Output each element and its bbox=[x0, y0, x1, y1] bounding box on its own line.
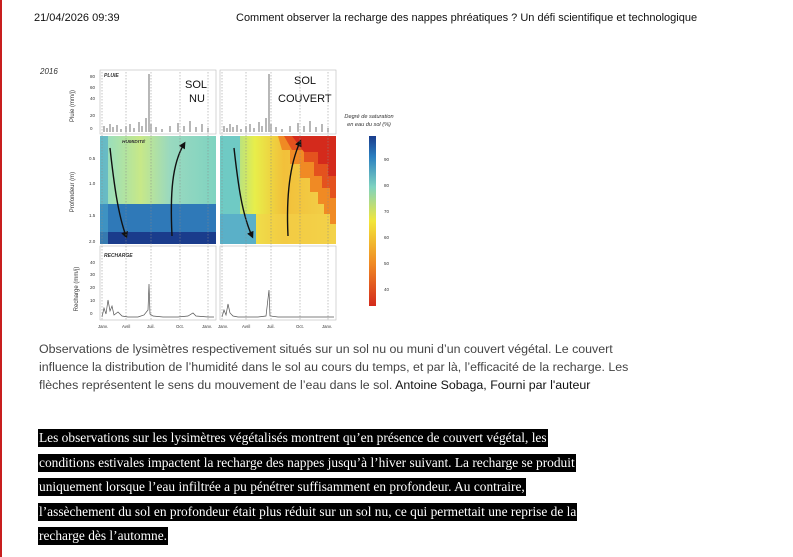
legend-tick: 70 bbox=[384, 209, 390, 214]
pluie-tick: 20 bbox=[90, 113, 96, 118]
recharge-tick: 30 bbox=[90, 272, 96, 277]
article-paragraph bbox=[38, 426, 638, 549]
legend-title-2: en eau du sol (%) bbox=[347, 122, 391, 128]
month-tick: Oct. bbox=[176, 324, 184, 329]
month-tick: Juil. bbox=[267, 324, 275, 329]
paragraph-line: recharge dès l’automne. bbox=[39, 528, 168, 543]
paragraph-line: l’assèchement du sol en profondeur était plus réduit sur un sol nu, ce qui permettait une reprise de la bbox=[39, 503, 577, 519]
ylabel-profondeur: Profondeur (m) bbox=[70, 171, 76, 213]
month-tick: Janv. bbox=[98, 324, 108, 329]
recharge-tick: 10 bbox=[90, 298, 96, 303]
legend-tick: 80 bbox=[384, 183, 390, 188]
recharge-tick: 0 bbox=[90, 311, 93, 316]
depth-tick: 0.5 bbox=[89, 156, 96, 161]
panel-left-title-2: NU bbox=[189, 93, 205, 105]
figure-caption bbox=[39, 340, 639, 394]
month-tick: Avril bbox=[242, 324, 251, 329]
panel-sol-couvert bbox=[218, 70, 336, 329]
pluie-tick: 0 bbox=[90, 126, 93, 131]
paragraph-line: conditions estivales impactent la recharge des nappes jusqu’à l’hiver suivant. La recharge se produit bbox=[39, 454, 575, 470]
ylabel-pluie: Pluie (mm/j) bbox=[70, 89, 76, 123]
label-pluie-left: PLUIE bbox=[104, 73, 119, 79]
recharge-tick: 20 bbox=[90, 285, 96, 290]
legend-ticks bbox=[384, 157, 390, 292]
paragraph-line: Les observations sur les lysimètres végétalisés montrent qu’en présence de couvert végétal, les bbox=[39, 430, 547, 445]
left-border-rule bbox=[0, 0, 2, 557]
panel-left-title-1: SOL bbox=[185, 79, 208, 91]
depth-tick: 2.0 bbox=[89, 239, 96, 244]
print-page-title: Comment observer la recharge des nappes phréatiques ? Un défi scientifique et technologique bbox=[236, 12, 698, 24]
depth-tick: 1.5 bbox=[89, 213, 96, 218]
saturation-legend bbox=[344, 114, 393, 306]
month-ticks-left bbox=[98, 324, 212, 329]
legend-tick: 40 bbox=[384, 287, 390, 292]
caption-text: Observations de lysimètres respectivement situés sur un sol nu ou muni d’un couvert végétal. Le couvert influence la distribution de l’humidité dans le sol au cours du temps, et par là, l’efficacité de la recharge. Les flèches représentent le sens du mouvement de l’eau dans le sol. bbox=[39, 342, 629, 392]
recharge-ticks bbox=[90, 260, 96, 316]
pluie-tick: 80 bbox=[90, 74, 96, 79]
legend-colorbar bbox=[369, 136, 376, 306]
panel-sol-nu bbox=[98, 70, 216, 329]
month-ticks-right bbox=[218, 324, 332, 329]
pluie-tick: 60 bbox=[90, 85, 96, 90]
panel-right-title-1: SOL bbox=[294, 75, 317, 87]
print-date: 21/04/2026 09:39 bbox=[34, 12, 120, 24]
depth-ticks bbox=[89, 156, 96, 244]
caption-credit: Antoine Sobaga, Fourni par l'auteur bbox=[395, 378, 591, 392]
pluie-ticks bbox=[90, 74, 96, 131]
legend-tick: 60 bbox=[384, 235, 390, 240]
month-tick: Oct. bbox=[296, 324, 304, 329]
legend-tick: 90 bbox=[384, 157, 390, 162]
month-tick: Juil. bbox=[147, 324, 155, 329]
depth-tick: 1.0 bbox=[89, 181, 96, 186]
month-tick: Janv. bbox=[218, 324, 228, 329]
figure-year: 2016 bbox=[40, 67, 58, 76]
panel-right-title-2: COUVERT bbox=[278, 93, 332, 105]
paragraph-line: uniquement lorsque l’eau infiltrée a pu pénétrer suffisamment en profondeur. Au contraire, bbox=[39, 479, 525, 494]
month-tick: Janv. bbox=[322, 324, 332, 329]
label-humidite-left: HUMIDITÉ bbox=[122, 140, 146, 145]
label-recharge-left: RECHARGE bbox=[104, 253, 133, 259]
ylabel-recharge: Recharge (mm/j) bbox=[74, 266, 80, 312]
legend-title-1: Degré de saturation bbox=[344, 114, 394, 120]
month-tick: Janv. bbox=[202, 324, 212, 329]
month-tick: Avril bbox=[122, 324, 131, 329]
recharge-tick: 40 bbox=[90, 260, 96, 265]
legend-tick: 50 bbox=[384, 261, 390, 266]
lysimeter-figure bbox=[38, 64, 440, 336]
pluie-tick: 40 bbox=[90, 96, 96, 101]
